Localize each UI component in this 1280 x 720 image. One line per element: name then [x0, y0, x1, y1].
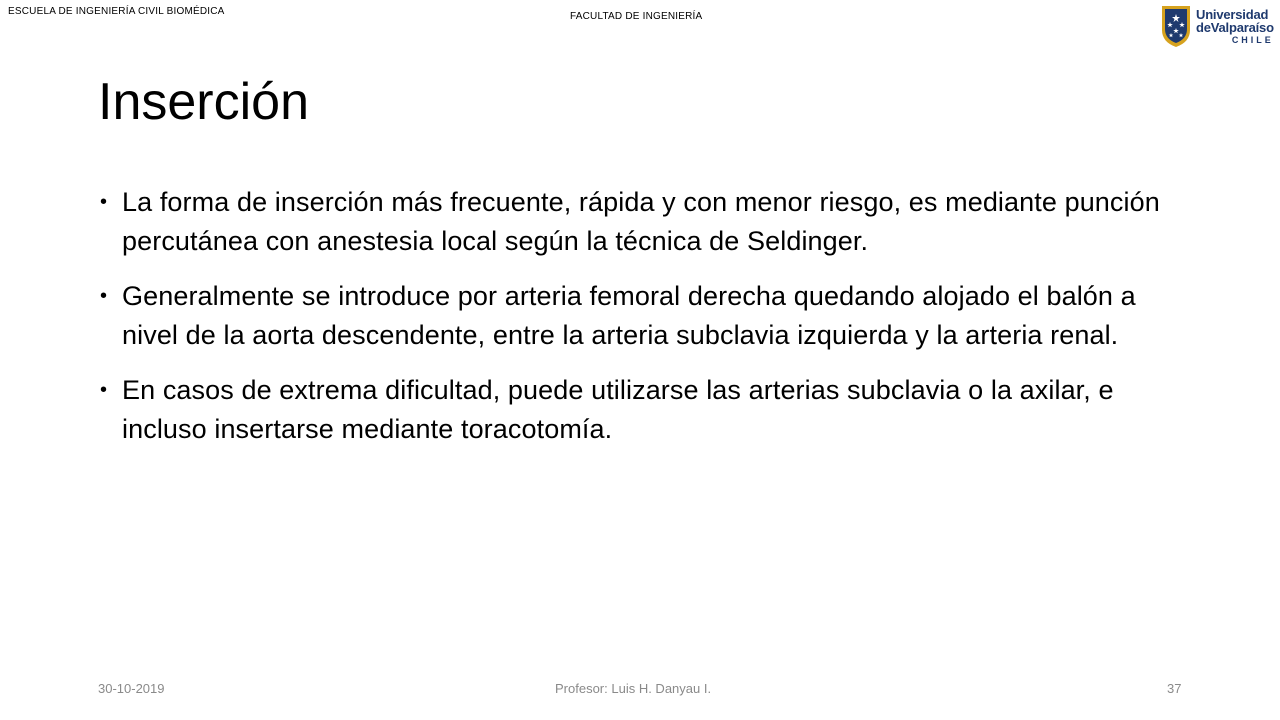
- footer-date: 30-10-2019: [98, 681, 165, 696]
- bullet-item: [98, 183, 1188, 261]
- bullet-item: [98, 277, 1188, 355]
- school-name: ESCUELA DE INGENIERÍA CIVIL BIOMÉDICA: [8, 6, 225, 17]
- bullet-icon: •: [100, 379, 108, 401]
- logo-line-chile: CHILE: [1231, 34, 1274, 45]
- bullet-text: En casos de extrema dificultad, puede utilizarse las arterias subclavia o la axilar, e incluso insertarse mediante toracotomía.: [122, 375, 1114, 444]
- university-shield-icon: [1160, 4, 1192, 48]
- bullet-text: La forma de inserción más frecuente, rápida y con menor riesgo, es mediante punción percutánea con anestesia local según la técnica de Seldinger.: [122, 187, 1160, 256]
- bullet-icon: •: [100, 191, 108, 213]
- logo-line-valparaiso: deValparaíso: [1196, 19, 1274, 35]
- bullet-item: [98, 371, 1188, 449]
- footer-page-number: 37: [1167, 681, 1182, 696]
- university-logo: [1160, 2, 1275, 50]
- slide-title: Inserción: [98, 73, 309, 131]
- logo-line-universidad: Universidad: [1196, 6, 1269, 22]
- university-logo-text: [1196, 8, 1274, 45]
- faculty-name: FACULTAD DE INGENIERÍA: [570, 11, 703, 22]
- bullet-text: Generalmente se introduce por arteria femoral derecha quedando alojado el balón a nivel de la aorta descendente, entre la arteria subclavia izquierda y la arteria renal.: [122, 281, 1136, 350]
- footer-professor: Profesor: Luis H. Danyau I.: [555, 681, 712, 696]
- bullet-icon: •: [100, 285, 108, 307]
- bullet-list: [98, 183, 1188, 465]
